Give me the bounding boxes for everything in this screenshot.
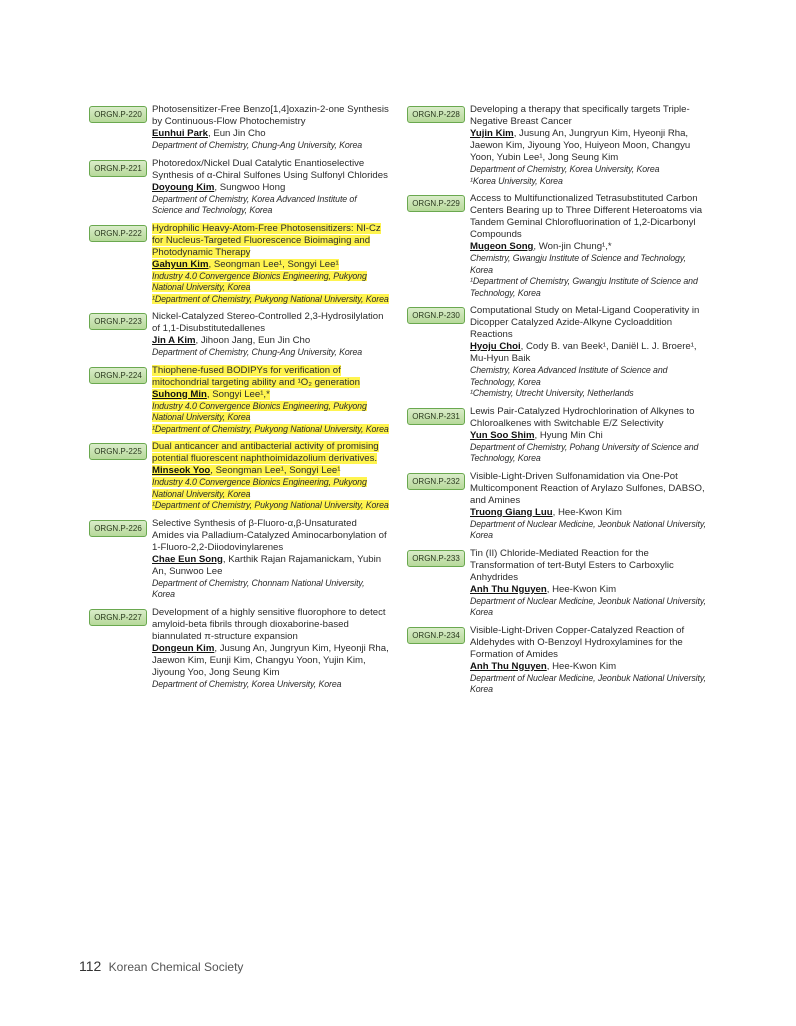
affiliation: Chemistry, Korea Advanced Institute of Science and Technology, Korea: [470, 365, 668, 387]
affiliation: Chemistry, Gwangju Institute of Science and Technology, Korea: [470, 253, 686, 275]
co-authors: , Hyung Min Chi: [534, 429, 603, 441]
poster-code-badge: ORGN.P-232: [407, 473, 465, 490]
co-authors: , Seongman Lee¹, Songyi Lee¹: [210, 465, 341, 476]
affiliation: Department of Chemistry, Chung-Ang University, Korea: [152, 347, 363, 357]
co-authors: , Won-jin Chung¹,*: [533, 241, 612, 252]
presenting-author: Hyoju Choi: [470, 341, 521, 352]
author-list: [470, 661, 707, 673]
author-list: [152, 389, 389, 401]
poster-code-badge: ORGN.P-231: [407, 408, 465, 425]
presenting-author: Jin A Kim: [152, 335, 196, 346]
abstract-entry: [89, 441, 389, 512]
affiliation: ¹Department of Chemistry, Pukyong National University, Korea: [152, 293, 389, 304]
affiliation: Department of Chemistry, Chonnam National University, Korea: [152, 577, 365, 599]
right-column: [407, 104, 707, 702]
author-list: [470, 128, 707, 164]
affiliation: Department of Chemistry, Korea Advanced Institute of Science and Technology, Korea: [152, 193, 357, 215]
abstract-entry: [407, 305, 707, 400]
author-list: [152, 643, 389, 679]
poster-code-badge: ORGN.P-227: [89, 609, 147, 626]
author-list: [470, 584, 707, 596]
abstract-title: Developing a therapy that specifically targets Triple-Negative Breast Cancer: [470, 104, 690, 127]
author-list: [470, 507, 707, 519]
abstract-title: Photosensitizer-Free Benzo[1,4]oxazin-2-one Synthesis by Continuous-Flow Photochemistry: [152, 104, 389, 127]
co-authors: , Hee-Kwon Kim: [552, 506, 622, 518]
presenting-author: Suhong Min: [152, 388, 207, 400]
poster-code-badge: ORGN.P-233: [407, 550, 465, 567]
affiliation: Industry 4.0 Convergence Bionics Engineering, Pukyong National University, Korea: [152, 400, 367, 422]
abstract-entry: [407, 548, 707, 619]
poster-code-badge: ORGN.P-226: [89, 520, 147, 537]
abstract-entry: [89, 518, 389, 601]
affiliation: ¹Department of Chemistry, Pukyong National University, Korea: [152, 423, 389, 434]
abstract-entry: [89, 607, 389, 691]
presenting-author: Mugeon Song: [470, 241, 534, 252]
abstract-entry: [407, 104, 707, 187]
poster-code-badge: ORGN.P-224: [89, 367, 147, 384]
poster-code-badge: ORGN.P-220: [89, 106, 147, 123]
poster-code-badge: ORGN.P-229: [407, 195, 465, 212]
presenting-author: Yun Soo Shim: [470, 429, 535, 441]
author-list: [152, 182, 389, 194]
poster-code-badge: ORGN.P-223: [89, 313, 147, 330]
author-list: [152, 259, 389, 271]
abstract-title: Tin (II) Chloride-Mediated Reaction for the Transformation of tert-Butyl Esters to Carboxylic Anhydrides: [470, 547, 674, 583]
poster-code-badge: ORGN.P-222: [89, 225, 147, 242]
presenting-author: Anh Thu Nguyen: [470, 660, 547, 672]
affiliation: ¹Chemistry, Utrecht University, Netherlands: [470, 388, 634, 398]
presenting-author: Chae Eun Song: [152, 553, 223, 565]
co-authors: , Hee-Kwon Kim: [546, 583, 617, 595]
poster-code-badge: ORGN.P-225: [89, 443, 147, 460]
co-authors: , Songyi Lee¹,*: [206, 388, 270, 400]
abstract-title: Nickel-Catalyzed Stereo-Controlled 2,3-Hydrosilylation of 1,1-Disubstitutedallenes: [152, 311, 384, 334]
affiliation: Industry 4.0 Convergence Bionics Engineering, Pukyong National University, Korea: [152, 477, 367, 499]
society-name: Korean Chemical Society: [108, 960, 244, 974]
author-list: [470, 430, 707, 442]
left-column: [89, 104, 389, 696]
abstract-title: Thiophene-fused BODIPYs for verification of mitochondrial targeting ability and ¹O₂ generation: [152, 364, 360, 388]
presenting-author: Minseok Yoo: [152, 465, 211, 476]
co-authors: , Karthik Rajan Rajamanickam, Yubin An, Sunwoo Lee: [152, 553, 382, 577]
abstract-entry: [89, 104, 389, 152]
abstract-title: Visible-Light-Driven Sulfonamidation via One-Pot Multicomponent Reaction of Arylazo Sulfones, DABSO, and Amines: [470, 470, 705, 506]
affiliation: Department of Nuclear Medicine, Jeonbuk National University, Korea: [470, 518, 706, 540]
abstract-entry: [89, 158, 389, 217]
abstract-entry: [89, 365, 389, 436]
affiliation: Department of Chemistry, Korea University, Korea: [152, 678, 342, 689]
author-list: [152, 128, 389, 140]
abstract-title: Dual anticancer and antibacterial activity of promising potential fluorescent naphthoimidazolium derivatives.: [152, 441, 379, 464]
affiliation: ¹Korea University, Korea: [470, 175, 563, 186]
co-authors: , Jusung An, Jungryun Kim, Hyeonji Rha, Jaewon Kim, Jiyoung Yoo, Huiyeon Moon, Changyu Yoon, Yubin Lee¹, Jong Seung Kim: [470, 128, 691, 163]
abstract-entry: [89, 223, 389, 306]
presenting-author: Dongeun Kim: [152, 642, 215, 654]
co-authors: , Jihoon Jang, Eun Jin Cho: [195, 335, 311, 346]
poster-code-badge: ORGN.P-228: [407, 106, 465, 123]
presenting-author: Eunhui Park: [152, 128, 208, 139]
affiliation: Department of Nuclear Medicine, Jeonbuk National University, Korea: [470, 595, 706, 617]
abstract-title: Access to Multifunctionalized Tetrasubstituted Carbon Centers Bearing up to Three Different Heteroatoms via Tandem Geminal Chlorofluorination of 1,2-Dicarbonyl Compounds: [470, 193, 703, 240]
author-list: [470, 241, 707, 253]
abstract-entry: [407, 625, 707, 696]
co-authors: , Hee-Kwon Kim: [546, 660, 617, 672]
poster-code-badge: ORGN.P-221: [89, 160, 147, 177]
abstract-entry: [407, 471, 707, 542]
co-authors: , Cody B. van Beek¹, Daniël L. J. Broere¹, Mu-Hyun Baik: [470, 341, 697, 364]
poster-code-badge: ORGN.P-234: [407, 627, 465, 644]
co-authors: , Eun Jin Cho: [207, 128, 266, 139]
poster-code-badge: ORGN.P-230: [407, 307, 465, 324]
affiliation: Industry 4.0 Convergence Bionics Engineering, Pukyong National University, Korea: [152, 270, 367, 292]
abstract-title: Development of a highly sensitive fluorophore to detect amyloid-beta fibrils through dioxaborine-based biannulated π-structure expansion: [152, 606, 386, 642]
affiliation: ¹Department of Chemistry, Pukyong National University, Korea: [152, 500, 389, 510]
abstract-title: Lewis Pair-Catalyzed Hydrochlorination of Alkynes to Chloroalkenes with Switchable E/Z Selectivity: [470, 405, 695, 429]
affiliation: Department of Nuclear Medicine, Jeonbuk National University, Korea: [470, 672, 706, 694]
author-list: [152, 465, 389, 477]
author-list: [152, 335, 389, 347]
affiliation: Department of Chemistry, Chung-Ang University, Korea: [152, 140, 363, 150]
affiliation: Department of Chemistry, Pohang University of Science and Technology, Korea: [470, 441, 699, 463]
abstract-title: Hydrophilic Heavy-Atom-Free Photosensitizers: NI-Cz for Nucleus-Targeted Fluorescence Bioimaging and Photodynamic Therapy: [152, 222, 381, 258]
abstract-title: Photoredox/Nickel Dual Catalytic Enantioselective Synthesis of α-Chiral Sulfones Using Sulfonyl Chlorides: [152, 157, 388, 181]
page-footer: [79, 958, 243, 974]
abstract-entry: [407, 406, 707, 465]
presenting-author: Gahyun Kim: [152, 258, 209, 270]
presenting-author: Yujin Kim: [470, 128, 514, 139]
abstract-entry: [89, 311, 389, 359]
affiliation: Department of Chemistry, Korea University, Korea: [470, 164, 660, 174]
author-list: [470, 341, 707, 365]
abstract-title: Visible-Light-Driven Copper-Catalyzed Reaction of Aldehydes with O-Benzoyl Hydroxylamines for the Formation of Amides: [470, 624, 685, 660]
abstract-entry: [407, 193, 707, 299]
author-list: [152, 554, 389, 578]
presenting-author: Doyoung Kim: [152, 181, 215, 193]
co-authors: , Sungwoo Hong: [214, 181, 286, 193]
page-number: 112: [79, 958, 102, 974]
presenting-author: Anh Thu Nguyen: [470, 583, 547, 595]
abstract-title: Selective Synthesis of β-Fluoro-α,β-Unsaturated Amides via Palladium-Catalyzed Aminocarbonylation of 1-Fluoro-2,2-Diiodovinylarenes: [152, 517, 387, 553]
abstract-title: Computational Study on Metal-Ligand Cooperativity in Dicopper Catalyzed Azide-Alkyne Cycloaddition Reactions: [470, 305, 700, 340]
presenting-author: Truong Giang Luu: [470, 506, 553, 518]
affiliation: ¹Department of Chemistry, Gwangju Institute of Science and Technology, Korea: [470, 276, 698, 298]
co-authors: , Seongman Lee¹, Songyi Lee¹: [208, 258, 339, 270]
co-authors: , Jusung An, Jungryun Kim, Hyeonji Rha, Jaewon Kim, Eunji Kim, Changyu Yoon, Yujin Kim, Jiyoung Yoo, Jong Seung Kim: [152, 642, 389, 678]
